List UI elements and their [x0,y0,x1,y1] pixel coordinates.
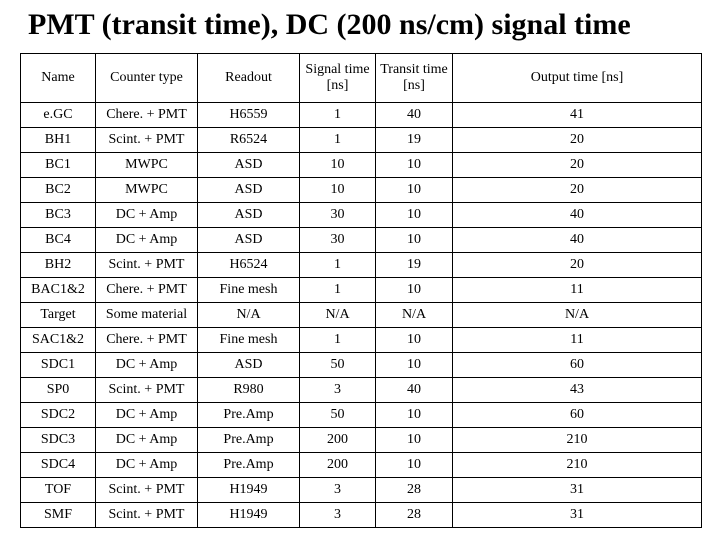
cell-output-time: 41 [453,103,702,128]
cell-transit-time: 10 [376,328,453,353]
cell-readout: Pre.Amp [198,428,300,453]
cell-output-time: 60 [453,353,702,378]
cell-readout: Fine mesh [198,328,300,353]
cell-name: SDC1 [21,353,96,378]
cell-counter-type: Scint. + PMT [96,503,198,528]
cell-signal-time: 200 [300,428,376,453]
cell-name: BH1 [21,128,96,153]
cell-signal-time: 30 [300,203,376,228]
cell-counter-type: Scint. + PMT [96,253,198,278]
cell-signal-time: 1 [300,103,376,128]
cell-counter-type: Scint. + PMT [96,128,198,153]
cell-signal-time: 3 [300,378,376,403]
cell-name: SMF [21,503,96,528]
cell-signal-time: N/A [300,303,376,328]
cell-name: Target [21,303,96,328]
cell-output-time: 20 [453,178,702,203]
cell-signal-time: 50 [300,403,376,428]
cell-output-time: 20 [453,153,702,178]
cell-counter-type: Scint. + PMT [96,378,198,403]
cell-transit-time: 10 [376,278,453,303]
cell-name: SP0 [21,378,96,403]
cell-counter-type: DC + Amp [96,453,198,478]
cell-counter-type: Some material [96,303,198,328]
cell-name: BC3 [21,203,96,228]
cell-counter-type: DC + Amp [96,228,198,253]
cell-transit-time: 19 [376,128,453,153]
cell-output-time: 40 [453,203,702,228]
cell-readout: ASD [198,178,300,203]
header-transit-time: Transit time [ns] [376,54,453,103]
cell-signal-time: 30 [300,228,376,253]
cell-signal-time: 1 [300,128,376,153]
cell-output-time: 210 [453,428,702,453]
table-row [21,478,702,503]
cell-output-time: 31 [453,503,702,528]
cell-readout: H1949 [198,503,300,528]
cell-readout: ASD [198,153,300,178]
cell-output-time: 40 [453,228,702,253]
cell-readout: R6524 [198,128,300,153]
cell-readout: ASD [198,203,300,228]
cell-signal-time: 50 [300,353,376,378]
table-row [21,153,702,178]
cell-readout: ASD [198,228,300,253]
cell-readout: Fine mesh [198,278,300,303]
cell-name: SDC4 [21,453,96,478]
cell-name: BC1 [21,153,96,178]
cell-transit-time: 10 [376,453,453,478]
cell-output-time: 11 [453,278,702,303]
cell-name: BAC1&2 [21,278,96,303]
table-row [21,103,702,128]
table-row [21,128,702,153]
cell-output-time: 60 [453,403,702,428]
header-output-time: Output time [ns] [453,54,702,103]
cell-name: SAC1&2 [21,328,96,353]
cell-counter-type: MWPC [96,153,198,178]
cell-readout: N/A [198,303,300,328]
cell-transit-time: 10 [376,203,453,228]
cell-readout: H6524 [198,253,300,278]
cell-transit-time: 40 [376,103,453,128]
cell-counter-type: Chere. + PMT [96,103,198,128]
cell-readout: Pre.Amp [198,453,300,478]
cell-transit-time: 10 [376,228,453,253]
cell-counter-type: MWPC [96,178,198,203]
table-row [21,428,702,453]
cell-output-time: N/A [453,303,702,328]
header-signal-time: Signal time [ns] [300,54,376,103]
table-row [21,203,702,228]
cell-signal-time: 3 [300,478,376,503]
cell-transit-time: 10 [376,428,453,453]
table-row [21,403,702,428]
cell-transit-time: 10 [376,403,453,428]
cell-signal-time: 1 [300,253,376,278]
cell-signal-time: 3 [300,503,376,528]
table-row [21,378,702,403]
header-counter-type: Counter type [96,54,198,103]
header-readout: Readout [198,54,300,103]
cell-output-time: 20 [453,128,702,153]
cell-name: BC4 [21,228,96,253]
cell-readout: H1949 [198,478,300,503]
page-title: PMT (transit time), DC (200 ns/cm) signal time [28,8,631,41]
cell-counter-type: Chere. + PMT [96,328,198,353]
table-body [21,103,702,528]
cell-output-time: 43 [453,378,702,403]
cell-transit-time: 10 [376,153,453,178]
cell-output-time: 11 [453,328,702,353]
header-name: Name [21,54,96,103]
cell-signal-time: 10 [300,178,376,203]
cell-transit-time: 28 [376,478,453,503]
cell-transit-time: 28 [376,503,453,528]
table-row [21,253,702,278]
cell-transit-time: 10 [376,178,453,203]
table-row [21,278,702,303]
table-row [21,178,702,203]
cell-transit-time: 10 [376,353,453,378]
table-row [21,303,702,328]
cell-name: e.GC [21,103,96,128]
table-row [21,328,702,353]
cell-counter-type: DC + Amp [96,203,198,228]
signal-time-table [20,53,702,528]
cell-name: SDC2 [21,403,96,428]
cell-readout: R980 [198,378,300,403]
cell-output-time: 210 [453,453,702,478]
cell-name: BC2 [21,178,96,203]
cell-signal-time: 10 [300,153,376,178]
cell-readout: H6559 [198,103,300,128]
cell-readout: Pre.Amp [198,403,300,428]
table-row [21,228,702,253]
cell-output-time: 31 [453,478,702,503]
cell-counter-type: DC + Amp [96,403,198,428]
cell-counter-type: DC + Amp [96,428,198,453]
cell-counter-type: DC + Amp [96,353,198,378]
cell-counter-type: Chere. + PMT [96,278,198,303]
cell-name: SDC3 [21,428,96,453]
cell-name: TOF [21,478,96,503]
cell-counter-type: Scint. + PMT [96,478,198,503]
cell-output-time: 20 [453,253,702,278]
cell-transit-time: 19 [376,253,453,278]
cell-transit-time: N/A [376,303,453,328]
table-row [21,353,702,378]
cell-signal-time: 1 [300,328,376,353]
table-row [21,453,702,478]
table-header-row [21,54,702,103]
table-row [21,503,702,528]
cell-signal-time: 200 [300,453,376,478]
cell-name: BH2 [21,253,96,278]
cell-transit-time: 40 [376,378,453,403]
cell-readout: ASD [198,353,300,378]
cell-signal-time: 1 [300,278,376,303]
